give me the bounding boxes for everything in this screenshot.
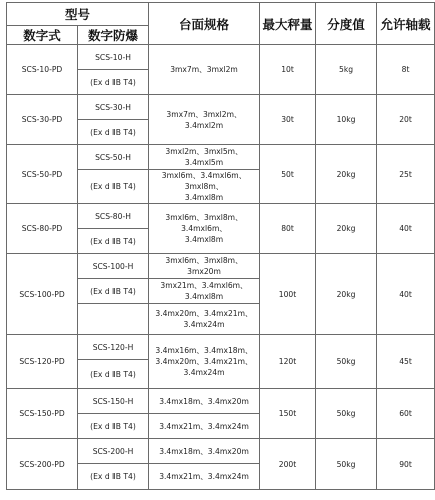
model-header: 型号 <box>7 3 149 26</box>
h-model-cell: SCS-80-H <box>78 204 149 229</box>
capacity-cell: 30t <box>260 95 316 145</box>
h-model-cell: SCS-150-H <box>78 389 149 414</box>
table-row <box>7 335 435 360</box>
spec-cell: 3mxl2m、3mxl5m、3.4mxl5m <box>149 145 260 170</box>
axle-load-header: 允许轴载 <box>377 3 435 45</box>
model-cell: SCS-100-PD <box>7 254 78 335</box>
exd-cell: (Ex d ⅡB T4) <box>78 464 149 490</box>
division-cell: 20kg <box>316 145 377 204</box>
h-model-cell: SCS-200-H <box>78 439 149 464</box>
spec-cell: 3.4mx20m、3.4mx21m、 3.4mx24m <box>149 304 260 335</box>
capacity-cell: 100t <box>260 254 316 335</box>
axle-cell: 45t <box>377 335 435 389</box>
capacity-cell: 120t <box>260 335 316 389</box>
spec-cell: 3mxl6m、3mxl8m、3.4mxl6m、 3.4mxl8m <box>149 204 260 254</box>
table-row <box>7 95 435 120</box>
header-row-top <box>7 3 435 26</box>
table-spec-header: 台面规格 <box>149 3 260 45</box>
spec-cell: 3mx7m、3mxl2m <box>149 45 260 95</box>
capacity-cell: 150t <box>260 389 316 439</box>
h-model-cell: SCS-50-H <box>78 145 149 170</box>
exd-cell: (Ex d ⅡB T4) <box>78 229 149 254</box>
division-cell: 50kg <box>316 439 377 490</box>
spec-table <box>6 2 435 490</box>
spec-cell: 3mx21m、3.4mxl6m、3.4mxl8m <box>149 279 260 304</box>
model-cell: SCS-50-PD <box>7 145 78 204</box>
empty-cell <box>78 304 149 335</box>
axle-cell: 90t <box>377 439 435 490</box>
table-row <box>7 45 435 70</box>
axle-cell: 20t <box>377 95 435 145</box>
table-row <box>7 254 435 279</box>
capacity-cell: 200t <box>260 439 316 490</box>
exd-cell: (Ex d ⅡB T4) <box>78 70 149 95</box>
spec-cell: 3mx7m、3mxl2m、3.4mxl2m <box>149 95 260 145</box>
spec-cell: 3.4mx21m、3.4mx24m <box>149 414 260 439</box>
axle-cell: 40t <box>377 204 435 254</box>
h-model-cell: SCS-100-H <box>78 254 149 279</box>
model-cell: SCS-150-PD <box>7 389 78 439</box>
h-model-cell: SCS-120-H <box>78 335 149 360</box>
division-cell: 5kg <box>316 45 377 95</box>
capacity-cell: 10t <box>260 45 316 95</box>
axle-cell: 40t <box>377 254 435 335</box>
h-model-cell: SCS-10-H <box>78 45 149 70</box>
axle-cell: 25t <box>377 145 435 204</box>
division-cell: 20kg <box>316 204 377 254</box>
axle-cell: 8t <box>377 45 435 95</box>
spec-table-container <box>6 2 434 490</box>
exd-cell: (Ex d ⅡB T4) <box>78 414 149 439</box>
spec-cell: 3.4mx18m、3.4mx20m <box>149 439 260 464</box>
division-cell: 50kg <box>316 335 377 389</box>
model-cell: SCS-120-PD <box>7 335 78 389</box>
exd-cell: (Ex d ⅡB T4) <box>78 170 149 204</box>
spec-cell: 3mxl6m、3mxl8m、3mx20m <box>149 254 260 279</box>
spec-cell: 3.4mx21m、3.4mx24m <box>149 464 260 490</box>
exd-cell: (Ex d ⅡB T4) <box>78 279 149 304</box>
division-header: 分度值 <box>316 3 377 45</box>
model-cell: SCS-10-PD <box>7 45 78 95</box>
capacity-cell: 50t <box>260 145 316 204</box>
digital-header: 数字式 <box>7 26 78 45</box>
table-row <box>7 439 435 464</box>
model-cell: SCS-80-PD <box>7 204 78 254</box>
capacity-cell: 80t <box>260 204 316 254</box>
h-model-cell: SCS-30-H <box>78 95 149 120</box>
spec-cell: 3.4mx18m、3.4mx20m <box>149 389 260 414</box>
exd-cell: (Ex d ⅡB T4) <box>78 120 149 145</box>
exd-cell: (Ex d ⅡB T4) <box>78 360 149 389</box>
digital-explosion-proof-header: 数字防爆 <box>78 26 149 45</box>
spec-cell: 3.4mx16m、3.4mx18m、 3.4mx20m、3.4mx21m、 3.4mx24m <box>149 335 260 389</box>
table-row <box>7 145 435 170</box>
model-cell: SCS-30-PD <box>7 95 78 145</box>
model-cell: SCS-200-PD <box>7 439 78 490</box>
axle-cell: 60t <box>377 389 435 439</box>
division-cell: 50kg <box>316 389 377 439</box>
max-capacity-header: 最大秤量 <box>260 3 316 45</box>
table-row <box>7 389 435 414</box>
division-cell: 10kg <box>316 95 377 145</box>
spec-cell: 3mxl6m、3.4mxl6m、3mxl8m、 3.4mxl8m <box>149 170 260 204</box>
division-cell: 20kg <box>316 254 377 335</box>
table-row <box>7 204 435 229</box>
